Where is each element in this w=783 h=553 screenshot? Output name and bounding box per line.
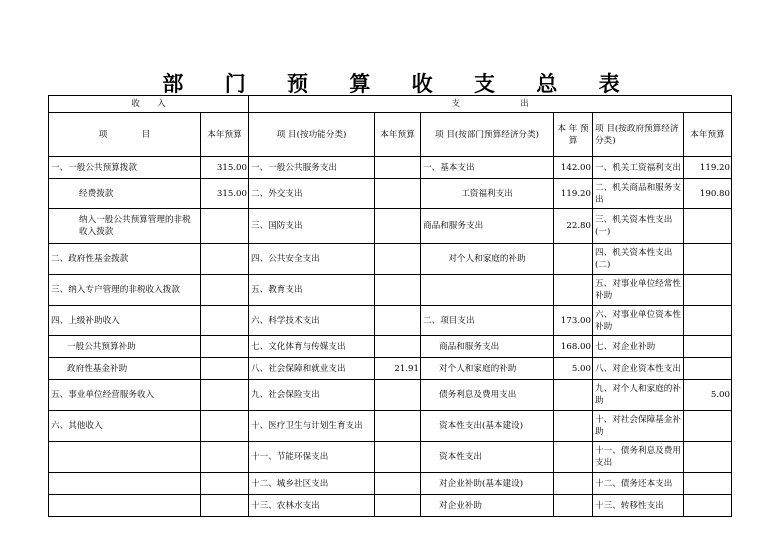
gov-econ-item-cell: 六、对事业单位资本性补助 <box>593 306 684 336</box>
gov-econ-budget-cell <box>684 442 732 473</box>
dept-econ-item-cell <box>421 275 554 306</box>
dept-econ-item-cell: 一、基本支出 <box>421 157 554 179</box>
budget-summary-table <box>48 95 732 517</box>
table-row <box>49 209 732 244</box>
income-budget-cell <box>201 336 249 358</box>
functional-budget-cell <box>375 209 421 244</box>
table-row <box>49 495 732 517</box>
table-row <box>49 157 732 179</box>
income-budget-cell <box>201 442 249 473</box>
gov-econ-budget-cell <box>684 336 732 358</box>
table-row <box>49 380 732 411</box>
functional-item-cell: 十三、农林水支出 <box>249 495 375 517</box>
col-header-gov-econ-item: 项 目(按政府预算经济分类) <box>593 113 684 157</box>
gov-econ-item-cell: 八、对企业资本性支出 <box>593 358 684 380</box>
income-item-cell: 经费拨款 <box>49 179 201 209</box>
functional-budget-cell <box>375 244 421 275</box>
table-row <box>49 473 732 495</box>
income-budget-cell <box>201 209 249 244</box>
income-budget-cell <box>201 495 249 517</box>
col-header-dept-econ-item: 项 目(按部门预算经济分类) <box>421 113 554 157</box>
functional-budget-cell <box>375 179 421 209</box>
col-header-gov-econ-budget: 本年预算 <box>684 113 732 157</box>
dept-econ-budget-cell <box>554 473 593 495</box>
dept-econ-budget-cell: 168.00 <box>554 336 593 358</box>
gov-econ-budget-cell: 190.80 <box>684 179 732 209</box>
gov-econ-budget-cell <box>684 244 732 275</box>
functional-budget-cell <box>375 157 421 179</box>
dept-econ-item-cell: 工资福利支出 <box>421 179 554 209</box>
functional-budget-cell <box>375 306 421 336</box>
gov-econ-item-cell: 七、对企业补助 <box>593 336 684 358</box>
gov-econ-item-cell: 二、机关商品和服务支出 <box>593 179 684 209</box>
gov-econ-budget-cell: 119.20 <box>684 157 732 179</box>
dept-econ-budget-cell: 22.80 <box>554 209 593 244</box>
dept-econ-budget-cell <box>554 275 593 306</box>
functional-budget-cell <box>375 336 421 358</box>
table-row <box>49 244 732 275</box>
functional-budget-cell: 21.91 <box>375 358 421 380</box>
gov-econ-budget-cell <box>684 358 732 380</box>
dept-econ-item-cell: 对企业补助(基本建设) <box>421 473 554 495</box>
income-item-cell: 一、一般公共预算拨款 <box>49 157 201 179</box>
dept-econ-item-cell: 对个人和家庭的补助 <box>421 358 554 380</box>
income-budget-cell <box>201 244 249 275</box>
table-row <box>49 411 732 442</box>
gov-econ-item-cell: 三、机关资本性支出(一) <box>593 209 684 244</box>
table-row <box>49 358 732 380</box>
income-item-cell <box>49 442 201 473</box>
dept-econ-item-cell: 商品和服务支出 <box>421 336 554 358</box>
table-row <box>49 442 732 473</box>
gov-econ-budget-cell <box>684 411 732 442</box>
income-item-cell <box>49 473 201 495</box>
dept-econ-budget-cell: 5.00 <box>554 358 593 380</box>
functional-item-cell: 六、科学技术支出 <box>249 306 375 336</box>
income-budget-cell <box>201 473 249 495</box>
dept-econ-budget-cell: 173.00 <box>554 306 593 336</box>
income-budget-cell: 315.00 <box>201 157 249 179</box>
income-budget-cell <box>201 275 249 306</box>
table-row <box>49 179 732 209</box>
income-budget-cell <box>201 380 249 411</box>
dept-econ-item-cell: 对企业补助 <box>421 495 554 517</box>
table-row <box>49 336 732 358</box>
gov-econ-item-cell: 一、机关工资福利支出 <box>593 157 684 179</box>
income-item-cell: 一般公共预算补助 <box>49 336 201 358</box>
income-item-cell: 三、纳入专户管理的非税收入拨款 <box>49 275 201 306</box>
functional-budget-cell <box>375 495 421 517</box>
gov-econ-budget-cell: 5.00 <box>684 380 732 411</box>
col-header-dept-econ-budget: 本 年 预 算 <box>554 113 593 157</box>
gov-econ-item-cell: 十二、债务还本支出 <box>593 473 684 495</box>
income-item-cell: 四、上级补助收入 <box>49 306 201 336</box>
functional-item-cell: 九、社会保险支出 <box>249 380 375 411</box>
functional-budget-cell <box>375 411 421 442</box>
functional-item-cell: 八、社会保障和就业支出 <box>249 358 375 380</box>
dept-econ-item-cell: 商品和服务支出 <box>421 209 554 244</box>
gov-econ-item-cell: 十、对社会保障基金补助 <box>593 411 684 442</box>
gov-econ-item-cell: 十一、债务利息及费用支出 <box>593 442 684 473</box>
gov-econ-budget-cell <box>684 306 732 336</box>
dept-econ-item-cell: 资本性支出 <box>421 442 554 473</box>
income-item-cell <box>49 495 201 517</box>
col-header-income-item: 项 目 <box>49 113 201 157</box>
col-header-functional-budget: 本年预算 <box>375 113 421 157</box>
gov-econ-item-cell: 十三、转移性支出 <box>593 495 684 517</box>
income-budget-cell <box>201 358 249 380</box>
income-item-cell: 六、其他收入 <box>49 411 201 442</box>
income-item-cell: 五、事业单位经营服务收入 <box>49 380 201 411</box>
dept-econ-budget-cell <box>554 495 593 517</box>
page-title: 部 门 预 算 收 支 总 表 <box>162 71 637 96</box>
dept-econ-budget-cell <box>554 380 593 411</box>
income-item-cell: 政府性基金补助 <box>49 358 201 380</box>
dept-econ-budget-cell: 142.00 <box>554 157 593 179</box>
functional-budget-cell <box>375 473 421 495</box>
dept-econ-item-cell: 对个人和家庭的补助 <box>421 244 554 275</box>
income-budget-cell <box>201 306 249 336</box>
gov-econ-budget-cell <box>684 209 732 244</box>
dept-econ-budget-cell <box>554 411 593 442</box>
income-budget-cell: 315.00 <box>201 179 249 209</box>
gov-econ-item-cell: 五、对事业单位经常性补助 <box>593 275 684 306</box>
gov-econ-budget-cell <box>684 275 732 306</box>
dept-econ-budget-cell: 119.20 <box>554 179 593 209</box>
dept-econ-item-cell: 债务利息及费用支出 <box>421 380 554 411</box>
functional-budget-cell <box>375 275 421 306</box>
functional-item-cell: 十、医疗卫生与计划生育支出 <box>249 411 375 442</box>
dept-econ-item-cell: 二、项目支出 <box>421 306 554 336</box>
table-row <box>49 275 732 306</box>
gov-econ-budget-cell <box>684 495 732 517</box>
gov-econ-item-cell: 九、对个人和家庭的补助 <box>593 380 684 411</box>
income-item-cell: 二、政府性基金拨款 <box>49 244 201 275</box>
functional-item-cell: 七、文化体育与传媒支出 <box>249 336 375 358</box>
functional-budget-cell <box>375 380 421 411</box>
gov-econ-budget-cell <box>684 473 732 495</box>
functional-item-cell: 五、教育支出 <box>249 275 375 306</box>
functional-budget-cell <box>375 442 421 473</box>
income-header: 收 入 <box>49 96 249 113</box>
dept-econ-budget-cell <box>554 244 593 275</box>
expense-header: 支 出 <box>249 96 732 113</box>
col-header-functional-item: 项 目(按功能分类) <box>249 113 375 157</box>
functional-item-cell: 十一、节能环保支出 <box>249 442 375 473</box>
income-item-cell: 纳入一般公共预算管理的非税收入拨款 <box>49 209 201 244</box>
col-header-income-budget: 本年预算 <box>201 113 249 157</box>
dept-econ-budget-cell <box>554 442 593 473</box>
functional-item-cell: 三、国防支出 <box>249 209 375 244</box>
dept-econ-item-cell: 资本性支出(基本建设) <box>421 411 554 442</box>
functional-item-cell: 四、公共安全支出 <box>249 244 375 275</box>
table-row <box>49 306 732 336</box>
functional-item-cell: 十二、城乡社区支出 <box>249 473 375 495</box>
functional-item-cell: 一、一般公共服务支出 <box>249 157 375 179</box>
income-budget-cell <box>201 411 249 442</box>
gov-econ-item-cell: 四、机关资本性支出(二) <box>593 244 684 275</box>
functional-item-cell: 二、外交支出 <box>249 179 375 209</box>
